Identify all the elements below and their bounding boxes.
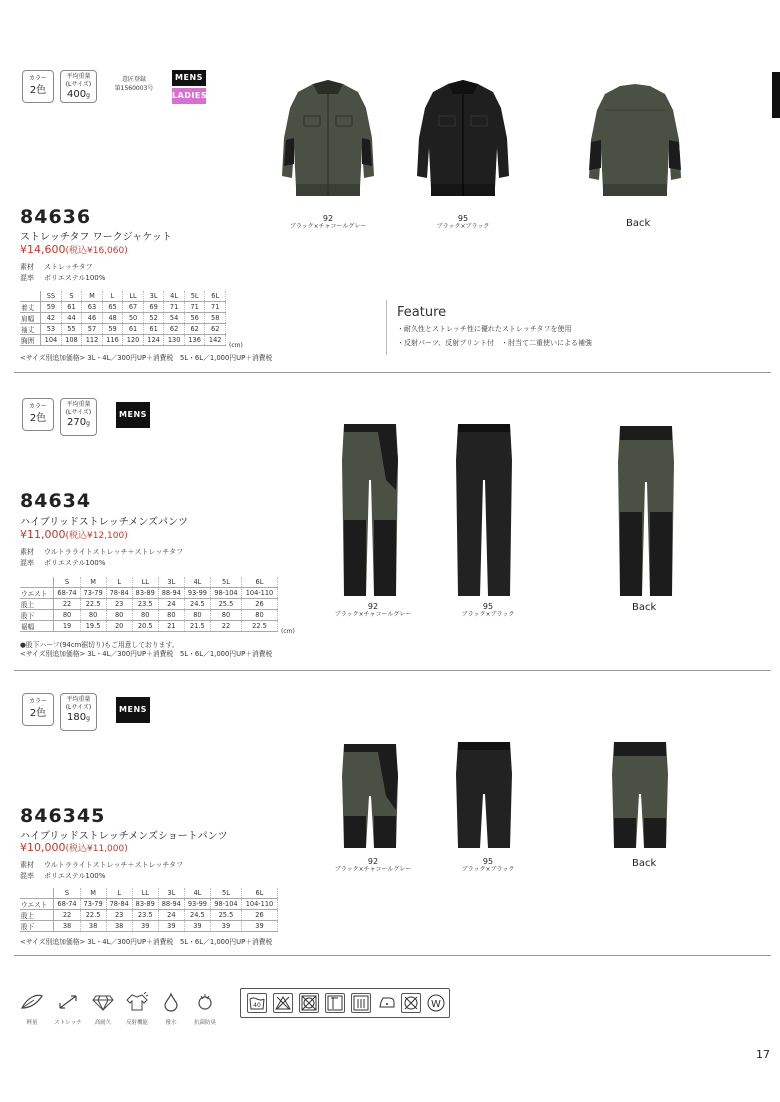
product-price: ¥10,000(税込¥11,000)	[20, 841, 128, 854]
table-row: 肩幅 42 44 46 48 50 52 54 56 58	[20, 313, 226, 324]
stretch-arrows-icon: ストレッチ	[49, 992, 87, 1026]
caption-95: 95 ブラック×ブラック	[461, 602, 515, 618]
table-row: 股下 38 38 38 39 39 39 39 39	[20, 921, 278, 932]
product-name: ハイブリッドストレッチメンズパンツ	[20, 517, 188, 528]
product-price: ¥14,600(税込¥16,060)	[20, 243, 128, 256]
shorts-front-black-image	[452, 738, 516, 852]
jacket-front-black-image	[413, 78, 513, 208]
product-code: 84634	[20, 490, 92, 512]
size-table: SS S M L LL 3L 4L 5L 6L 着丈 59 61 63 65 67 69 71 71 71 肩幅 42 44 46 48 50 52 54 56 58 袖丈 53 55 57 59 61 61 62 62 62 胸囲 104 108 112 116 120 124 130 136 142	[20, 291, 226, 346]
line-dry-icon	[325, 993, 345, 1013]
caption-92: 92 ブラック×チャコールグレー	[334, 857, 412, 873]
section-divider	[14, 372, 771, 373]
table-row: 裾幅 19 19.5 20 20.5 21 21.5 22 22.5	[20, 621, 278, 632]
weight-box: 平均重量 (Lサイズ) 270g	[60, 398, 97, 436]
ladies-tag: LADIES	[172, 88, 206, 104]
table-row: 胸囲 104 108 112 116 120 124 130 136 142	[20, 335, 226, 346]
table-row: 股上 22 22.5 23 23.5 24 24.5 25.5 26	[20, 599, 278, 610]
pants-front-black-image	[452, 420, 516, 600]
feather-icon: 軽量	[13, 992, 51, 1026]
reflective-shirt-icon: 反射機能	[118, 992, 156, 1026]
pants-front-gray-image	[338, 420, 402, 600]
color-count-box: カラー 2色	[22, 693, 54, 726]
table-row: 股下 80 80 80 80 80 80 80 80	[20, 610, 278, 621]
mens-tag: MENS	[116, 402, 150, 428]
caption-95: 95 ブラック×ブラック	[461, 857, 515, 873]
table-row: ウエスト 68-74 73-79 78-84 83-89 88-94 93-99 98-104 104-110	[20, 588, 278, 599]
water-drop-icon: 撥水	[152, 992, 190, 1026]
antibacterial-icon: 抗菌防臭	[186, 992, 224, 1026]
no-dry-clean-icon	[401, 993, 421, 1013]
caption-95: 95 ブラック×ブラック	[436, 214, 490, 230]
caption-92: 92 ブラック×チャコールグレー	[334, 602, 412, 618]
shorts-back-image	[608, 738, 672, 852]
material-info: 素材 ウルトラライトストレッチ＋ストレッチタフ 混率 ポリエステル100%	[20, 861, 184, 880]
length-note: ●股下ハーフ(94cm裾切り)もご用意しております。	[20, 641, 179, 649]
svg-text:W: W	[431, 999, 441, 1010]
shorts-front-gray-image	[338, 740, 402, 852]
jacket-front-gray-image	[278, 78, 378, 208]
product-code: 846345	[20, 805, 106, 827]
product-name: ストレッチタフ ワークジャケット	[20, 232, 172, 243]
weight-box: 平均重量 (Lサイズ) 180g	[60, 693, 97, 731]
size-price-note: <サイズ別追加価格> 3L・4L／300円UP＋消費税 5L・6L／1,000円UP＋消費税	[20, 650, 273, 658]
unit-label: (cm)	[281, 628, 295, 635]
table-row: 袖丈 53 55 57 59 61 61 62 62 62	[20, 324, 226, 335]
feature-list: ・耐久性とストレッチ性に優れたストレッチタフを使用 ・反射パーツ、反射プリント付 ・肘当て二重使いによる補強	[397, 325, 592, 347]
drip-dry-icon	[351, 993, 371, 1013]
no-bleach-icon	[273, 993, 293, 1013]
iron-low-icon	[377, 993, 397, 1013]
wash-40-icon	[247, 993, 267, 1013]
mens-tag: MENS	[116, 697, 150, 723]
care-label-box	[240, 988, 450, 1018]
feature-title: Feature	[397, 305, 447, 320]
product-name: ハイブリッドストレッチメンズショートパンツ	[20, 831, 228, 842]
page-number: 17	[756, 1048, 770, 1061]
pants-back-image	[614, 422, 678, 600]
table-row: ウエスト 68-74 73-79 78-84 83-89 88-94 93-99 98-104 104-110	[20, 899, 278, 910]
svg-text:40: 40	[253, 1002, 261, 1009]
color-count-box: カラー 2色	[22, 398, 54, 431]
color-count-box: カラー 2色	[22, 70, 54, 103]
back-label: Back	[632, 602, 657, 613]
table-row: 着丈 59 61 63 65 67 69 71 71 71	[20, 302, 226, 313]
material-info: 素材 ウルトラライトストレッチ＋ストレッチタフ 混率 ポリエステル100%	[20, 548, 184, 567]
unit-label: (cm)	[229, 342, 243, 349]
design-registration: 意匠登録 第1560003号	[114, 76, 154, 92]
feature-divider	[386, 300, 387, 355]
size-price-note: <サイズ別追加価格> 3L・4L／300円UP＋消費税 5L・6L／1,000円UP＋消費税	[20, 354, 273, 362]
back-label: Back	[632, 858, 657, 869]
material-info: 素材 ストレッチタフ 混率 ポリエステル100%	[20, 263, 106, 282]
page-index-tab	[772, 72, 780, 118]
mens-tag: MENS	[172, 70, 206, 86]
diamond-icon: 高耐久	[84, 992, 122, 1026]
no-tumble-dry-icon	[299, 993, 319, 1013]
product-code: 84636	[20, 206, 92, 228]
size-table: S M L LL 3L 4L 5L 6L ウエスト 68-74 73-79 78-84 83-89 88-94 93-99 98-104 104-110 股上 22 22.5 23 23.5 24 24.5 25.5 26 股下 38 38 38 39 39 39 39 39	[20, 888, 278, 932]
section-divider	[14, 955, 771, 956]
size-price-note: <サイズ別追加価格> 3L・4L／300円UP＋消費税 5L・6L／1,000円UP＋消費税	[20, 938, 273, 946]
weight-box: 平均重量 (Lサイズ) 400g	[60, 70, 97, 103]
table-row: 股上 22 22.5 23 23.5 24 24.5 25.5 26	[20, 910, 278, 921]
size-table: S M L LL 3L 4L 5L 6L ウエスト 68-74 73-79 78-84 83-89 88-94 93-99 98-104 104-110 股上 22 22.5 23 23.5 24 24.5 25.5 26 股下 80 80 80 80 80 80 80 80 裾幅 19 19.5 20 20.5 21 21.5 22 22.5	[20, 577, 278, 632]
back-label: Back	[626, 218, 651, 229]
section-divider	[14, 670, 771, 671]
wet-clean-icon	[426, 993, 446, 1013]
jacket-back-image	[585, 80, 685, 208]
product-price: ¥11,000(税込¥12,100)	[20, 528, 128, 541]
caption-92: 92 ブラック×チャコールグレー	[289, 214, 367, 230]
